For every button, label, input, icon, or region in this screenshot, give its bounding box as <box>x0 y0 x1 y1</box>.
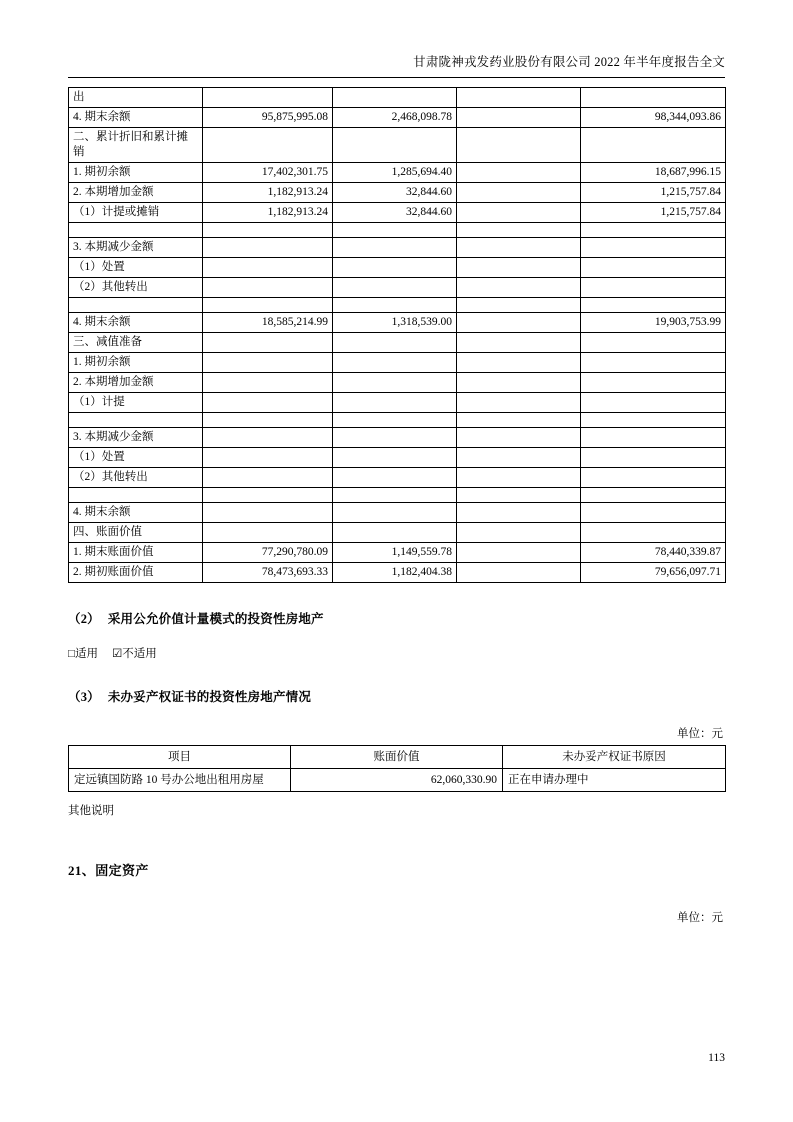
row-value <box>333 353 457 373</box>
row-value <box>457 128 581 163</box>
row-value <box>457 298 581 313</box>
row-label <box>69 298 203 313</box>
row-value: 19,903,753.99 <box>581 313 726 333</box>
section-21-unit: 单位：元 <box>677 912 723 924</box>
table-row <box>69 298 726 313</box>
row-label: （1）处置 <box>69 448 203 468</box>
table-row <box>69 203 726 223</box>
row-value <box>333 333 457 353</box>
table-row <box>69 183 726 203</box>
row-value <box>333 448 457 468</box>
row-value <box>333 128 457 163</box>
column-header: 未办妥产权证书原因 <box>503 746 726 769</box>
row-value: 77,290,780.09 <box>203 543 333 563</box>
row-value <box>457 468 581 488</box>
row-value <box>581 503 726 523</box>
row-value <box>581 468 726 488</box>
row-value <box>333 238 457 258</box>
row-value <box>333 393 457 413</box>
row-value: 1,182,913.24 <box>203 183 333 203</box>
row-value <box>203 448 333 468</box>
table-row <box>69 128 726 163</box>
row-value: 1,318,539.00 <box>333 313 457 333</box>
row-value <box>333 488 457 503</box>
row-value <box>203 238 333 258</box>
table-row <box>69 563 726 583</box>
row-value <box>333 278 457 298</box>
row-value <box>457 258 581 278</box>
row-label: 2. 期初账面价值 <box>69 563 203 583</box>
section-2-heading <box>68 609 725 627</box>
other-explanation-note: 其他说明 <box>68 805 114 817</box>
row-label: 4. 期末余额 <box>69 108 203 128</box>
row-value <box>581 413 726 428</box>
row-value: 32,844.60 <box>333 203 457 223</box>
row-label: 1. 期初余额 <box>69 353 203 373</box>
applicable-checkbox[interactable]: □适用 <box>68 648 98 660</box>
investment-property-table <box>68 87 726 583</box>
row-value <box>457 503 581 523</box>
cell-book-value: 62,060,330.90 <box>291 769 503 792</box>
table-row <box>69 393 726 413</box>
table-row <box>69 413 726 428</box>
section-3-lead: （3） <box>68 690 100 704</box>
unregistered-property-table <box>68 745 726 792</box>
running-title: 甘肃陇神戎发药业股份有限公司 2022 年半年度报告全文 <box>413 55 725 69</box>
row-value <box>581 128 726 163</box>
row-value: 1,215,757.84 <box>581 203 726 223</box>
row-value: 95,875,995.08 <box>203 108 333 128</box>
row-value <box>581 488 726 503</box>
row-value <box>203 333 333 353</box>
row-value <box>203 278 333 298</box>
table-row <box>69 238 726 258</box>
section-2-title: 采用公允价值计量模式的投资性房地产 <box>107 612 324 626</box>
section-3-heading <box>68 687 725 705</box>
row-value <box>457 393 581 413</box>
row-value <box>457 563 581 583</box>
row-value <box>581 428 726 448</box>
row-label: （1）计提或摊销 <box>69 203 203 223</box>
table-row <box>69 163 726 183</box>
row-value: 1,182,913.24 <box>203 203 333 223</box>
row-label: 1. 期初余额 <box>69 163 203 183</box>
table-row <box>69 373 726 393</box>
row-label <box>69 488 203 503</box>
row-label <box>69 413 203 428</box>
row-value <box>457 108 581 128</box>
row-label: 三、减值准备 <box>69 333 203 353</box>
table-row <box>69 523 726 543</box>
row-value <box>457 448 581 468</box>
column-header: 账面价值 <box>291 746 503 769</box>
row-value <box>581 223 726 238</box>
row-value: 17,402,301.75 <box>203 163 333 183</box>
row-label: （1）计提 <box>69 393 203 413</box>
row-value <box>581 523 726 543</box>
row-value: 1,149,559.78 <box>333 543 457 563</box>
applicability-row <box>68 645 725 661</box>
row-value <box>457 373 581 393</box>
table-row <box>69 543 726 563</box>
row-value: 18,585,214.99 <box>203 313 333 333</box>
row-label: （2）其他转出 <box>69 468 203 488</box>
row-label: 1. 期末账面价值 <box>69 543 203 563</box>
row-value <box>581 238 726 258</box>
not-applicable-checkbox[interactable]: ☑不适用 <box>111 648 157 660</box>
cell-item: 定远镇国防路 10 号办公地出租用房屋 <box>69 769 291 792</box>
table-row <box>69 108 726 128</box>
section-3-unit: 单位：元 <box>677 728 723 740</box>
row-value: 78,473,693.33 <box>203 563 333 583</box>
row-value: 78,440,339.87 <box>581 543 726 563</box>
row-value <box>333 428 457 448</box>
table-row <box>69 278 726 298</box>
row-value <box>581 258 726 278</box>
row-value <box>333 88 457 108</box>
row-value <box>203 413 333 428</box>
row-label: 出 <box>69 88 203 108</box>
row-value <box>457 333 581 353</box>
row-value <box>581 278 726 298</box>
section-3-title: 未办妥产权证书的投资性房地产情况 <box>107 690 312 704</box>
page-header <box>68 0 725 70</box>
row-value <box>457 238 581 258</box>
row-value <box>457 523 581 543</box>
table-row <box>69 88 726 108</box>
row-label: 4. 期末余额 <box>69 313 203 333</box>
row-label: 3. 本期减少金额 <box>69 428 203 448</box>
row-value <box>581 448 726 468</box>
table-row <box>69 313 726 333</box>
row-value <box>333 223 457 238</box>
row-value <box>457 488 581 503</box>
row-label: 2. 本期增加金额 <box>69 373 203 393</box>
row-value: 18,687,996.15 <box>581 163 726 183</box>
row-label: 2. 本期增加金额 <box>69 183 203 203</box>
row-value <box>203 353 333 373</box>
row-value <box>333 298 457 313</box>
page-number: 113 <box>708 1052 725 1064</box>
row-value <box>581 373 726 393</box>
row-value <box>203 393 333 413</box>
row-value <box>457 313 581 333</box>
row-value <box>203 428 333 448</box>
row-value <box>457 353 581 373</box>
table-row <box>69 468 726 488</box>
row-value <box>203 503 333 523</box>
row-value <box>457 413 581 428</box>
row-value <box>203 373 333 393</box>
row-label: 3. 本期减少金额 <box>69 238 203 258</box>
table-row <box>69 769 726 792</box>
row-value: 79,656,097.71 <box>581 563 726 583</box>
row-value <box>203 488 333 503</box>
row-label: 二、累计折旧和累计摊销 <box>69 128 203 163</box>
column-header: 项目 <box>69 746 291 769</box>
row-label: 4. 期末余额 <box>69 503 203 523</box>
row-value <box>581 88 726 108</box>
row-label: （2）其他转出 <box>69 278 203 298</box>
row-value <box>581 353 726 373</box>
section-21-heading: 21、固定资产 <box>68 863 149 878</box>
row-value: 98,344,093.86 <box>581 108 726 128</box>
row-value <box>457 163 581 183</box>
row-value <box>203 223 333 238</box>
row-value <box>333 503 457 523</box>
row-value <box>333 468 457 488</box>
table-row <box>69 448 726 468</box>
row-value <box>457 88 581 108</box>
row-value: 32,844.60 <box>333 183 457 203</box>
table-row <box>69 488 726 503</box>
table-row <box>69 353 726 373</box>
row-value <box>203 258 333 278</box>
row-value <box>333 373 457 393</box>
row-value <box>457 278 581 298</box>
row-value <box>457 428 581 448</box>
row-value <box>203 128 333 163</box>
header-divider <box>68 77 725 78</box>
row-value <box>203 523 333 543</box>
table-row <box>69 503 726 523</box>
row-value <box>333 523 457 543</box>
row-label: （1）处置 <box>69 258 203 278</box>
row-value <box>457 223 581 238</box>
row-value <box>203 88 333 108</box>
row-value <box>581 333 726 353</box>
row-value <box>581 298 726 313</box>
row-label <box>69 223 203 238</box>
row-value <box>457 543 581 563</box>
table-row <box>69 428 726 448</box>
table-row <box>69 258 726 278</box>
row-value <box>203 298 333 313</box>
cell-reason: 正在申请办理中 <box>503 769 726 792</box>
row-value: 2,468,098.78 <box>333 108 457 128</box>
row-value: 1,182,404.38 <box>333 563 457 583</box>
section-2-lead: （2） <box>68 612 100 626</box>
table-row <box>69 333 726 353</box>
row-label: 四、账面价值 <box>69 523 203 543</box>
row-value: 1,215,757.84 <box>581 183 726 203</box>
row-value <box>457 203 581 223</box>
row-value <box>333 413 457 428</box>
row-value <box>457 183 581 203</box>
row-value <box>581 393 726 413</box>
table-row <box>69 223 726 238</box>
row-value: 1,285,694.40 <box>333 163 457 183</box>
row-value <box>203 468 333 488</box>
table-header-row <box>69 746 726 769</box>
row-value <box>333 258 457 278</box>
